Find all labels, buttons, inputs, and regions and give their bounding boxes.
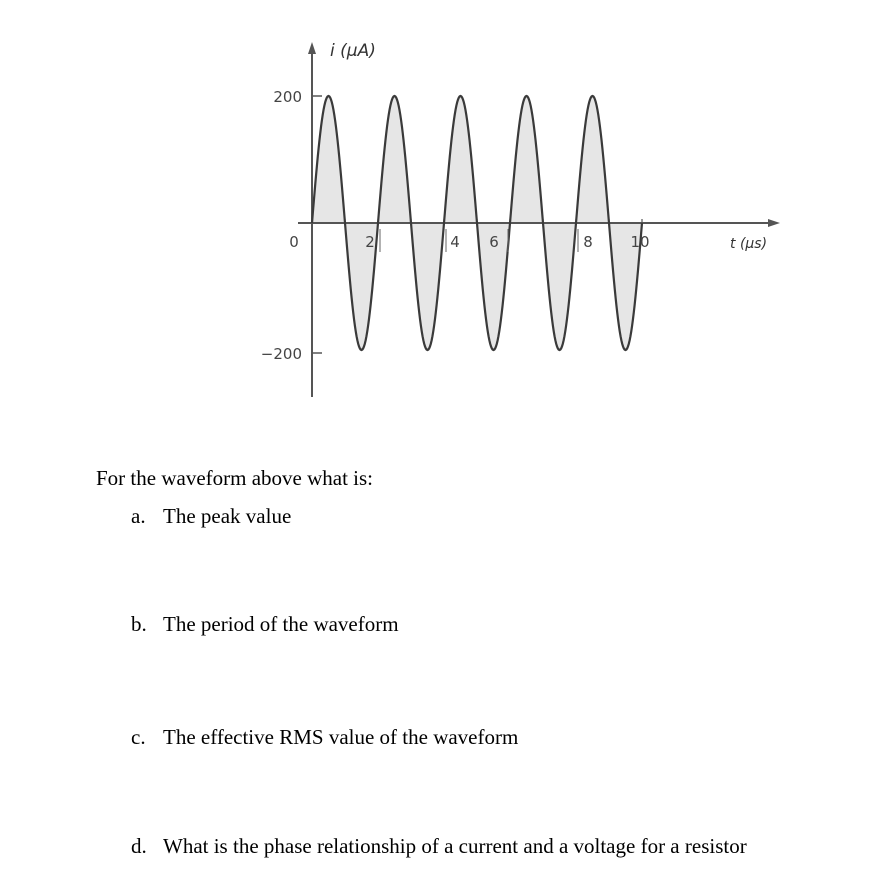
question-intro: For the waveform above what is: <box>96 466 374 490</box>
question-b-text: The period of the waveform <box>163 612 399 636</box>
question-c <box>131 725 518 750</box>
question-c-marker: c. <box>131 725 146 749</box>
question-b <box>131 612 399 637</box>
x-tick-label-2: 2 <box>365 233 375 251</box>
x-axis-label: t (μs) <box>730 236 768 252</box>
x-tick-label-6: 6 <box>489 233 499 251</box>
y-tick-label-neg200: −200 <box>260 345 302 363</box>
question-d <box>131 834 747 859</box>
question-a <box>131 504 291 529</box>
x-tick-label-10: 10 <box>630 233 650 251</box>
y-axis-label: i (μA) <box>330 41 376 61</box>
question-d-text: What is the phase relationship of a current and a voltage for a resistor <box>163 834 747 858</box>
question-c-text: The effective RMS value of the waveform <box>163 725 519 749</box>
x-axis-arrow <box>768 219 780 227</box>
origin-label: 0 <box>289 233 299 251</box>
question-a-text: The peak value <box>163 504 292 528</box>
question-a-marker: a. <box>131 504 146 528</box>
question-b-marker: b. <box>131 612 147 636</box>
y-tick-label-200: 200 <box>273 88 302 106</box>
question-d-marker: d. <box>131 834 147 858</box>
x-tick-label-8: 8 <box>583 233 593 251</box>
x-tick-label-4: 4 <box>450 233 460 251</box>
y-axis-arrow <box>308 42 316 54</box>
